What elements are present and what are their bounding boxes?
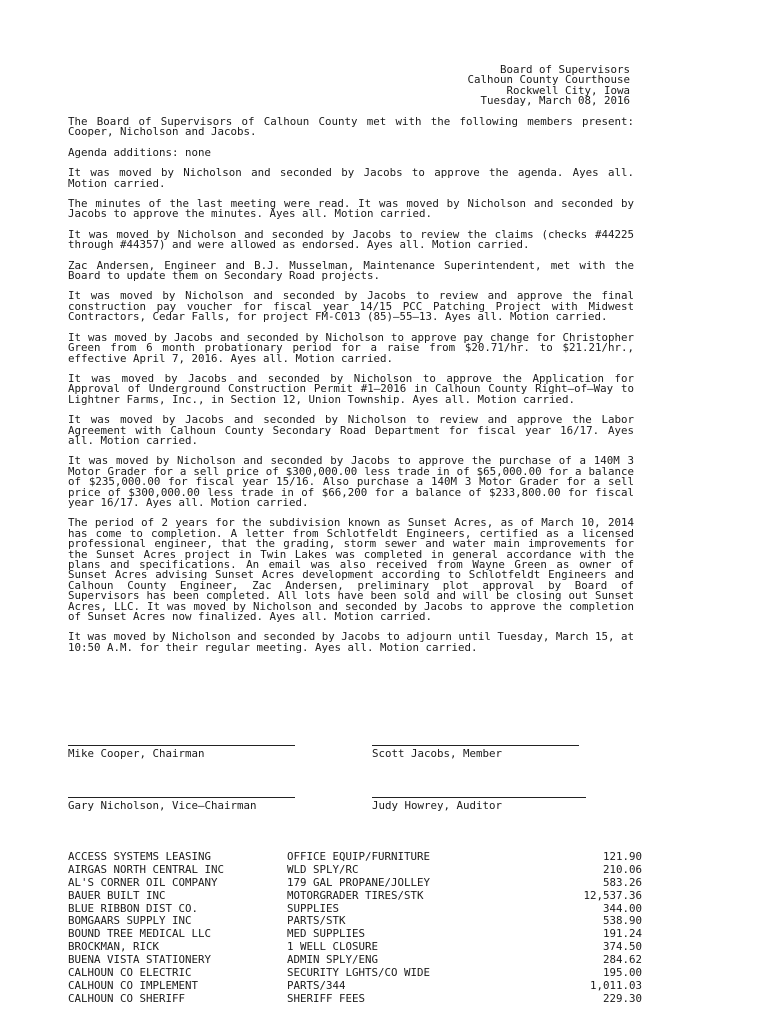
claim-vendor: BAUER BUILT INC — [68, 888, 166, 902]
paragraph-sunset-acres: The period of 2 years for the subdivision known as Sunset Acres, as of March 10, 2014 has come to completion. A letter from Schlotfeldt Engineers, certified as a licensed professional engineer, that the grading, storm sewer and water main improvements for the Sunset Acres project in Twin Lakes was completed in general accordance with the plans and specifications. An email was also received from Wayne Green as owner of Sunset Acres advising Sunset Acres development according to Schlotfeldt Engineers and Calhoun County Engineer, Zac Andersen, preliminary plot approval by Board of Supervisors has been completed. All lots have been sold and will be closing out Sunset Acres, LLC. It was moved by Nicholson and seconded by Jacobs to approve the completion of Sunset Acres now finalized. Ayes all. Motion carried. — [68, 516, 634, 624]
minutes-body — [68, 117, 634, 663]
claim-row — [68, 991, 642, 1007]
header-city: Rockwell City, Iowa — [506, 83, 630, 97]
claim-description: 179 GAL PROPANE/JOLLEY — [287, 875, 431, 889]
paragraph-motor-grader: It was moved by Nicholson and seconded by Jacobs to approve the purchase of a 140M 3 Motor Grader for a sell price of $300,000.00 less trade in of $65,000.00 for a balance of $235,000.00 for fiscal year 15/16. Also purchase a 140M 3 Motor Grader for a sell price of $300,000.00 less trade in of $66,200 for a balance of $233,800.00 for fiscal year 16/17. Ayes all. Motion carried. — [68, 454, 634, 509]
signature-block-member — [372, 745, 579, 759]
claim-vendor: BUENA VISTA STATIONERY — [68, 953, 212, 967]
header-date: Tuesday, March 08, 2016 — [480, 94, 630, 108]
claim-amount: 1,011.03 — [589, 978, 642, 992]
signature-name: Gary Nicholson, Vice—Chairman — [68, 799, 257, 812]
signature-block-chairman — [68, 745, 295, 759]
signature-name: Scott Jacobs, Member — [372, 747, 503, 760]
claim-vendor: BLUE RIBBON DIST CO. — [68, 901, 199, 915]
claim-vendor: ACCESS SYSTEMS LEASING — [68, 850, 212, 863]
claim-amount: 538.90 — [602, 914, 642, 928]
paragraph-attendance: The Board of Supervisors of Calhoun County met with the following members present: Cooper, Nicholson and Jacobs. — [68, 115, 634, 139]
claim-description: MED SUPPLIES — [287, 927, 366, 941]
claim-vendor: CALHOUN CO IMPLEMENT — [68, 978, 199, 992]
claim-description: WLD SPLY/RC — [287, 862, 359, 876]
claim-vendor: BROCKMAN, RICK — [68, 940, 160, 954]
claim-description: MOTORGRADER TIRES/STK — [287, 888, 424, 902]
claim-amount: 210.06 — [602, 862, 642, 876]
paragraph-pay-voucher: It was moved by Nicholson and seconded by Jacobs to review and approve the final construction pay voucher for fiscal year 14/15 PCC Patching Project with Midwest Contractors, Cedar Falls, for project FM-C013 (85)—55—13. Ayes all. Motion carried. — [68, 289, 634, 324]
claim-amount: 12,537.36 — [583, 888, 642, 902]
claim-amount: 284.62 — [602, 953, 642, 967]
claim-description: 1 WELL CLOSURE — [287, 940, 379, 954]
claim-vendor: BOUND TREE MEDICAL LLC — [68, 927, 212, 941]
signature-line — [68, 745, 295, 746]
signature-block-vice-chairman — [68, 797, 295, 811]
claim-vendor: BOMGAARS SUPPLY INC — [68, 914, 192, 928]
signature-name: Mike Cooper, Chairman — [68, 747, 205, 760]
claim-amount: 374.50 — [602, 940, 642, 954]
claim-description: SECURITY LGHTS/CO WIDE — [287, 966, 431, 980]
claim-vendor: CALHOUN CO SHERIFF — [68, 991, 186, 1005]
signature-line — [372, 745, 579, 746]
claim-amount: 121.90 — [602, 850, 642, 863]
claim-description: SHERIFF FEES — [287, 991, 366, 1005]
paragraph-underground-permit: It was moved by Jacobs and seconded by Nicholson to approve the Application for Approval of Underground Construction Permit #1—2016 in Calhoun County Right—of—Way to Lightner Farms, Inc., in Section 12, Union Township. Ayes all. Motion carried. — [68, 371, 634, 406]
document-header — [467, 65, 630, 107]
claims-list — [68, 852, 642, 1007]
signature-name: Judy Howrey, Auditor — [372, 799, 503, 812]
header-board: Board of Supervisors — [499, 63, 630, 76]
signature-line — [372, 797, 586, 798]
paragraph-claims: It was moved by Nicholson and seconded by Jacobs to review the claims (checks #44225 through #44357) and were allowed as endorsed. Ayes all. Motion carried. — [68, 227, 634, 252]
claim-description: OFFICE EQUIP/FURNITURE — [287, 850, 431, 863]
paragraph-agenda-additions: Agenda additions: none — [68, 145, 212, 159]
paragraph-pay-change: It was moved by Jacobs and seconded by Nicholson to approve pay change for Christopher Green from 6 month probationary period for a raise from $20.71/hr. to $21.21/hr., effective April 7, 2016. Ayes all. Motion carried. — [68, 330, 634, 365]
claim-amount: 229.30 — [602, 991, 642, 1005]
claim-description: PARTS/STK — [287, 914, 346, 928]
claim-description: SUPPLIES — [287, 901, 340, 915]
paragraph-engineer-update: Zac Andersen, Engineer and B.J. Musselman, Maintenance Superintendent, met with the Board to update them on Secondary Road projects. — [68, 258, 634, 283]
claim-amount: 583.26 — [602, 875, 642, 889]
claim-amount: 344.00 — [602, 901, 642, 915]
paragraph-adjourn: It was moved by Nicholson and seconded by Jacobs to adjourn until Tuesday, March 15, at 10:50 A.M. for their regular meeting. Ayes all. Motion carried. — [68, 630, 634, 654]
claim-vendor: CALHOUN CO ELECTRIC — [68, 966, 192, 980]
claim-vendor: AL'S CORNER OIL COMPANY — [68, 875, 218, 889]
paragraph-labor-agreement: It was moved by Jacobs and seconded by Nicholson to review and approve the Labor Agreement with Calhoun County Secondary Road Department for fiscal year 16/17. Ayes all. Motion carried. — [68, 413, 634, 447]
claim-description: PARTS/344 — [287, 978, 346, 992]
paragraph-approve-agenda: It was moved by Nicholson and seconded by Jacobs to approve the agenda. Ayes all. Motion carried. — [68, 166, 634, 190]
claim-description: ADMIN SPLY/ENG — [287, 953, 379, 967]
claim-amount: 195.00 — [602, 966, 642, 980]
signature-line — [68, 797, 295, 798]
paragraph-minutes: The minutes of the last meeting were read. It was moved by Nicholson and seconded by Jacobs to approve the minutes. Ayes all. Motion carried. — [68, 197, 634, 221]
claim-amount: 191.24 — [602, 927, 642, 941]
signature-block-auditor — [372, 797, 586, 811]
header-courthouse: Calhoun County Courthouse — [467, 73, 630, 87]
claim-vendor: AIRGAS NORTH CENTRAL INC — [68, 862, 225, 876]
